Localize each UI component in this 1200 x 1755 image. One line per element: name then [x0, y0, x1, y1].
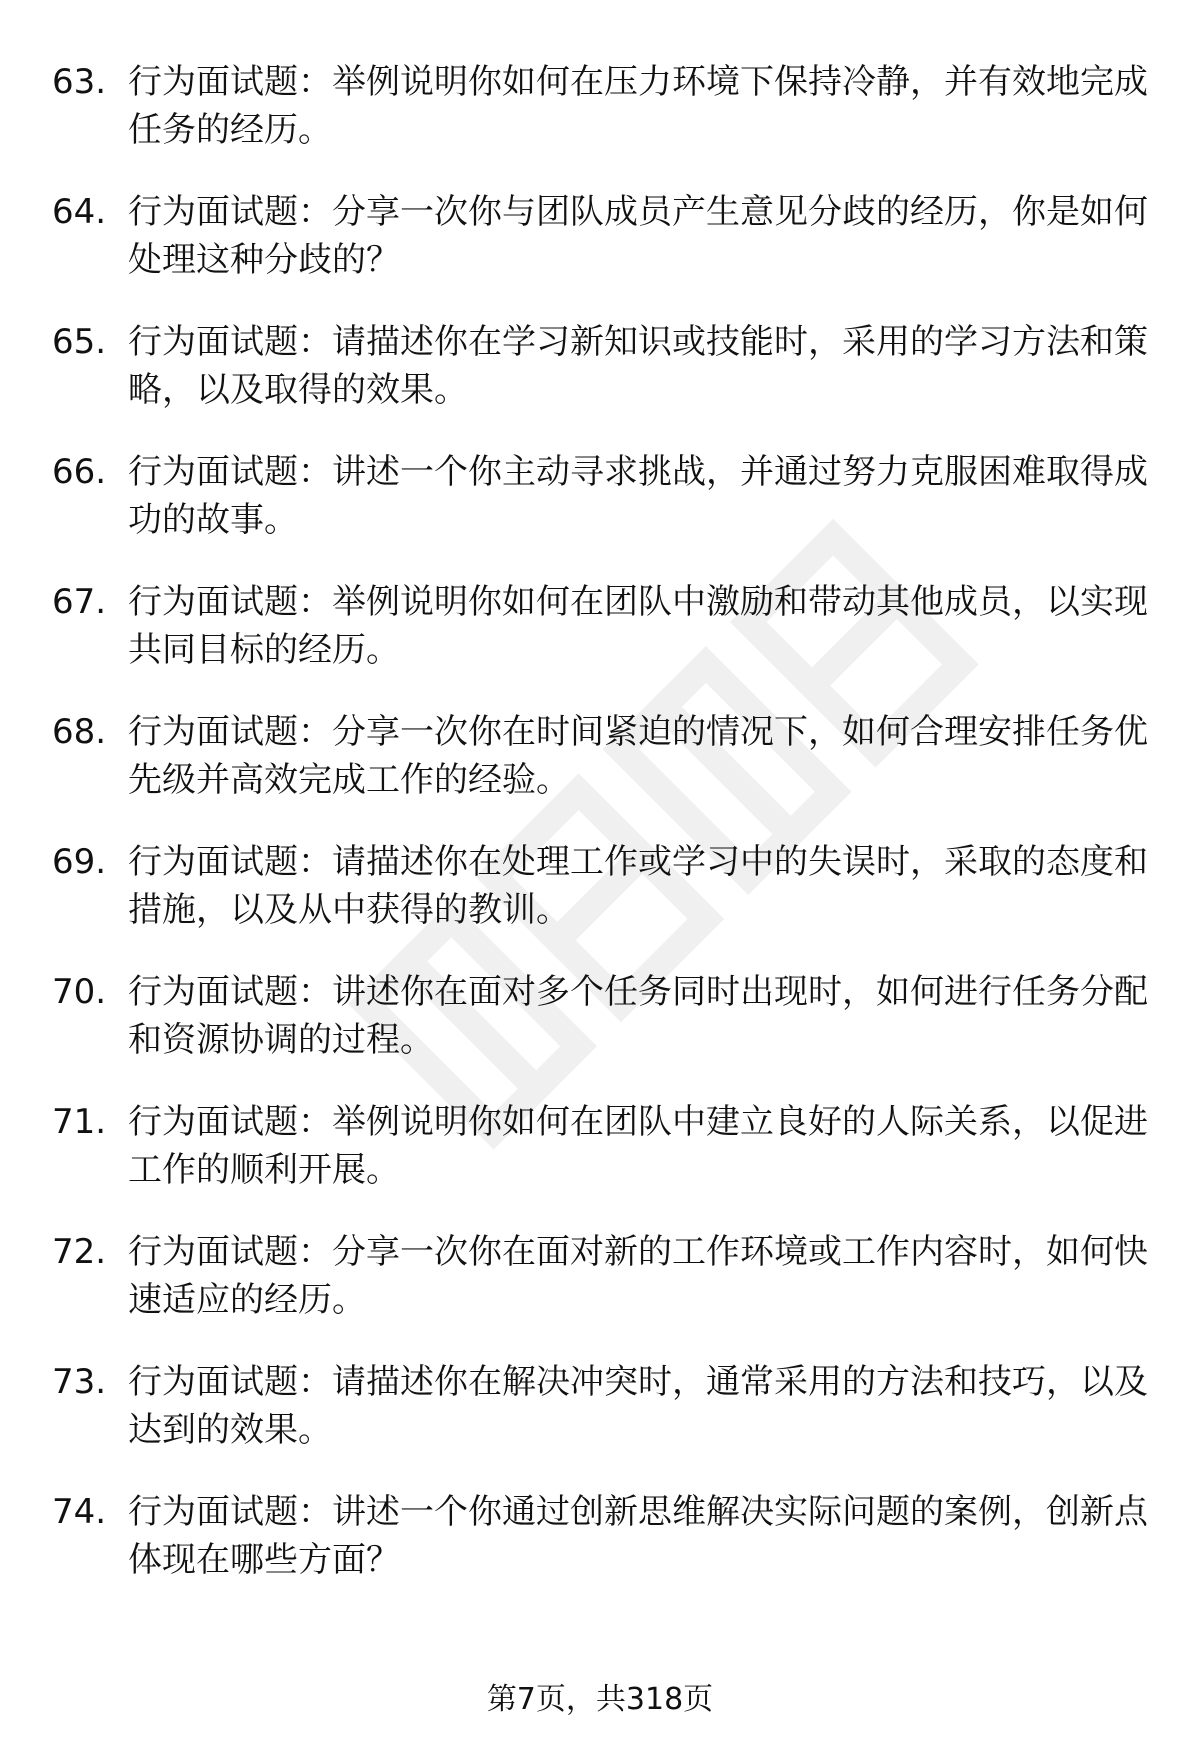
- question-number: 65.: [52, 322, 107, 362]
- question-text: 行为面试题：讲述一个你主动寻求挑战，并通过努力克服困难取得成功的故事。: [128, 452, 1148, 540]
- question-text: 行为面试题：讲述一个你通过创新思维解决实际问题的案例，创新点体现在哪些方面？: [128, 1492, 1148, 1580]
- list-item: [0, 578, 1200, 708]
- list-item: [0, 838, 1200, 968]
- question-number: 69.: [52, 842, 107, 882]
- list-item: [0, 1488, 1200, 1618]
- list-item: [0, 1228, 1200, 1358]
- list-item: [0, 708, 1200, 838]
- list-item: [0, 1098, 1200, 1228]
- question-text: 行为面试题：分享一次你在时间紧迫的情况下，如何合理安排任务优先级并高效完成工作的经验。: [128, 712, 1148, 800]
- question-number: 73.: [52, 1362, 107, 1402]
- question-text: 行为面试题：举例说明你如何在压力环境下保持冷静，并有效地完成任务的经历。: [128, 62, 1148, 150]
- question-text: 行为面试题：请描述你在学习新知识或技能时，采用的学习方法和策略，以及取得的效果。: [128, 322, 1148, 410]
- question-text: 行为面试题：举例说明你如何在团队中激励和带动其他成员，以实现共同目标的经历。: [128, 582, 1148, 670]
- question-list: [0, 58, 1200, 1618]
- list-item: [0, 318, 1200, 448]
- question-number: 66.: [52, 452, 107, 492]
- question-text: 行为面试题：讲述你在面对多个任务同时出现时，如何进行任务分配和资源协调的过程。: [128, 972, 1148, 1060]
- question-number: 72.: [52, 1232, 107, 1272]
- question-number: 71.: [52, 1102, 107, 1142]
- question-number: 64.: [52, 192, 107, 232]
- question-number: 70.: [52, 972, 107, 1012]
- list-item: [0, 968, 1200, 1098]
- question-text: 行为面试题：举例说明你如何在团队中建立良好的人际关系，以促进工作的顺利开展。: [128, 1102, 1148, 1190]
- question-number: 67.: [52, 582, 107, 622]
- page-number: 第7页，共318页: [486, 1682, 714, 1717]
- question-text: 行为面试题：分享一次你与团队成员产生意见分歧的经历，你是如何处理这种分歧的？: [128, 192, 1148, 280]
- list-item: [0, 1358, 1200, 1488]
- question-text: 行为面试题：请描述你在处理工作或学习中的失误时，采取的态度和措施，以及从中获得的教训。: [128, 842, 1148, 930]
- list-item: [0, 188, 1200, 318]
- question-text: 行为面试题：分享一次你在面对新的工作环境或工作内容时，如何快速适应的经历。: [128, 1232, 1148, 1320]
- question-text: 行为面试题：请描述你在解决冲突时，通常采用的方法和技巧，以及达到的效果。: [128, 1362, 1148, 1450]
- list-item: [0, 58, 1200, 188]
- list-item: [0, 448, 1200, 578]
- question-number: 68.: [52, 712, 107, 752]
- question-number: 74.: [52, 1492, 107, 1532]
- question-number: 63.: [52, 62, 107, 102]
